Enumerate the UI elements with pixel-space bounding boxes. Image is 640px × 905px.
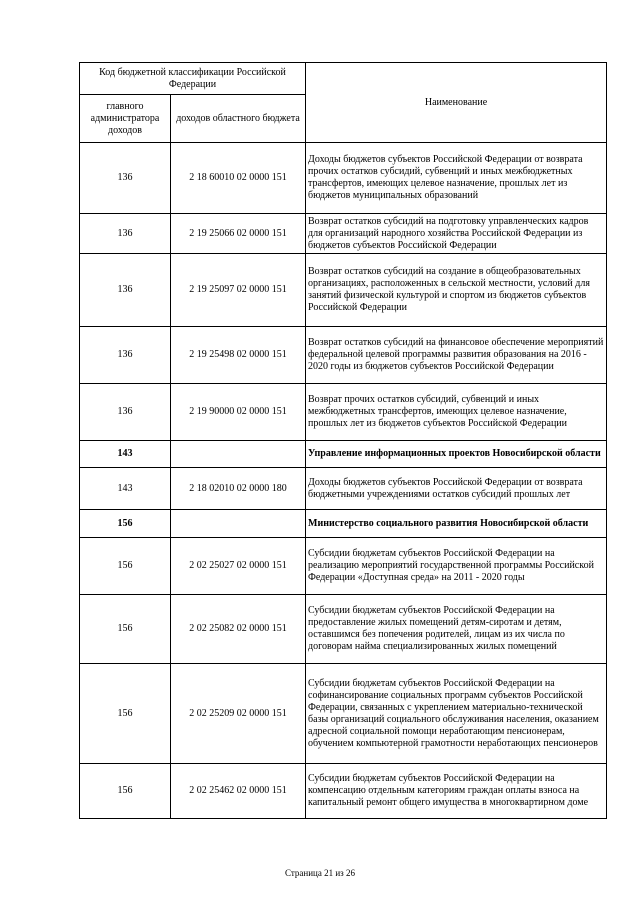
name-cell: Субсидии бюджетам субъектов Российской Федерации на компенсацию отдельным категориям граждан оплаты взноса на капитальный ремонт общего имущества в многоквартирном доме: [306, 764, 607, 819]
header-income-column: доходов областного бюджета: [171, 95, 306, 143]
name-cell: Возврат остатков субсидий на создание в общеобразовательных организациях, расположенных в сельской местности, условий для занятий физической культурой и спортом из бюджетов субъектов Российской Федерации: [306, 254, 607, 327]
table-body: [80, 143, 607, 819]
name-cell: Возврат остатков субсидий на подготовку управленческих кадров для организаций народного хозяйства Российской Федерации из бюджетов субъектов Российской Федерации: [306, 214, 607, 254]
table-row: [80, 764, 607, 819]
admin-code-cell: 156: [80, 538, 171, 595]
income-code-cell: 2 18 02010 02 0000 180: [171, 468, 306, 510]
name-cell: Возврат прочих остатков субсидий, субвенций и иных межбюджетных трансфертов, имеющих целевое назначение, прошлых лет из бюджетов субъектов Российской Федерации: [306, 384, 607, 441]
table-row: [80, 254, 607, 327]
admin-code-cell: 136: [80, 384, 171, 441]
table-row: [80, 664, 607, 764]
income-code-cell: [171, 441, 306, 468]
name-cell: Субсидии бюджетам субъектов Российской Федерации на реализацию мероприятий государственной программы Российской Федерации «Доступная среда» на 2011 - 2020 годы: [306, 538, 607, 595]
admin-code-cell: 136: [80, 214, 171, 254]
income-code-cell: 2 18 60010 02 0000 151: [171, 143, 306, 214]
table-row: [80, 510, 607, 538]
admin-code-cell: 143: [80, 468, 171, 510]
admin-code-cell: 156: [80, 764, 171, 819]
table-row: [80, 384, 607, 441]
income-code-cell: 2 02 25209 02 0000 151: [171, 664, 306, 764]
table-row: [80, 595, 607, 664]
admin-code-cell: 156: [80, 510, 171, 538]
admin-code-cell: 136: [80, 327, 171, 384]
table-row: [80, 441, 607, 468]
page-number: Страница 21 из 26: [285, 868, 355, 878]
income-code-cell: 2 02 25082 02 0000 151: [171, 595, 306, 664]
table-row: [80, 327, 607, 384]
name-cell: Субсидии бюджетам субъектов Российской Федерации на предоставление жилых помещений детям-сиротам и детям, оставшимся без попечения родителей, лицам из их числа по договорам найма специализированных жилых помещений: [306, 595, 607, 664]
table-header: [80, 63, 607, 143]
income-code-cell: 2 02 25462 02 0000 151: [171, 764, 306, 819]
admin-code-cell: 156: [80, 664, 171, 764]
name-cell: Доходы бюджетов субъектов Российской Федерации от возврата прочих остатков субсидий, субвенций и иных межбюджетных трансфертов, имеющих целевое назначение, прошлых лет из бюджетов муниципальных образований: [306, 143, 607, 214]
income-code-cell: 2 19 25097 02 0000 151: [171, 254, 306, 327]
table-row: [80, 214, 607, 254]
table-row: [80, 468, 607, 510]
name-cell: Доходы бюджетов субъектов Российской Федерации от возврата бюджетными учреждениями остатков субсидий прошлых лет: [306, 468, 607, 510]
header-name-column: Наименование: [306, 63, 607, 143]
name-cell: Возврат остатков субсидий на финансовое обеспечение мероприятий федеральной целевой программы развития образования на 2016 - 2020 годы из бюджетов субъектов Российской Федерации: [306, 327, 607, 384]
header-group-label: Код бюджетной классификации Российской Федерации: [80, 63, 306, 95]
admin-code-cell: 136: [80, 254, 171, 327]
budget-classification-table: [79, 62, 607, 819]
table-row: [80, 143, 607, 214]
name-cell: Министерство социального развития Новосибирской области: [306, 510, 607, 538]
income-code-cell: 2 19 25498 02 0000 151: [171, 327, 306, 384]
table-row: [80, 538, 607, 595]
name-cell: Управление информационных проектов Новосибирской области: [306, 441, 607, 468]
income-code-cell: 2 19 25066 02 0000 151: [171, 214, 306, 254]
header-admin-column: главного администратора доходов: [80, 95, 171, 143]
name-cell: Субсидии бюджетам субъектов Российской Федерации на софинансирование социальных программ субъектов Российской Федерации, связанных с укреплением материально-технической базы организаций социального обслуживания населения, оказанием адресной социальной помощи неработающим пенсионерам, обучением компьютерной грамотности неработающих пенсионеров: [306, 664, 607, 764]
admin-code-cell: 136: [80, 143, 171, 214]
admin-code-cell: 156: [80, 595, 171, 664]
income-code-cell: 2 02 25027 02 0000 151: [171, 538, 306, 595]
admin-code-cell: 143: [80, 441, 171, 468]
income-code-cell: 2 19 90000 02 0000 151: [171, 384, 306, 441]
income-code-cell: [171, 510, 306, 538]
